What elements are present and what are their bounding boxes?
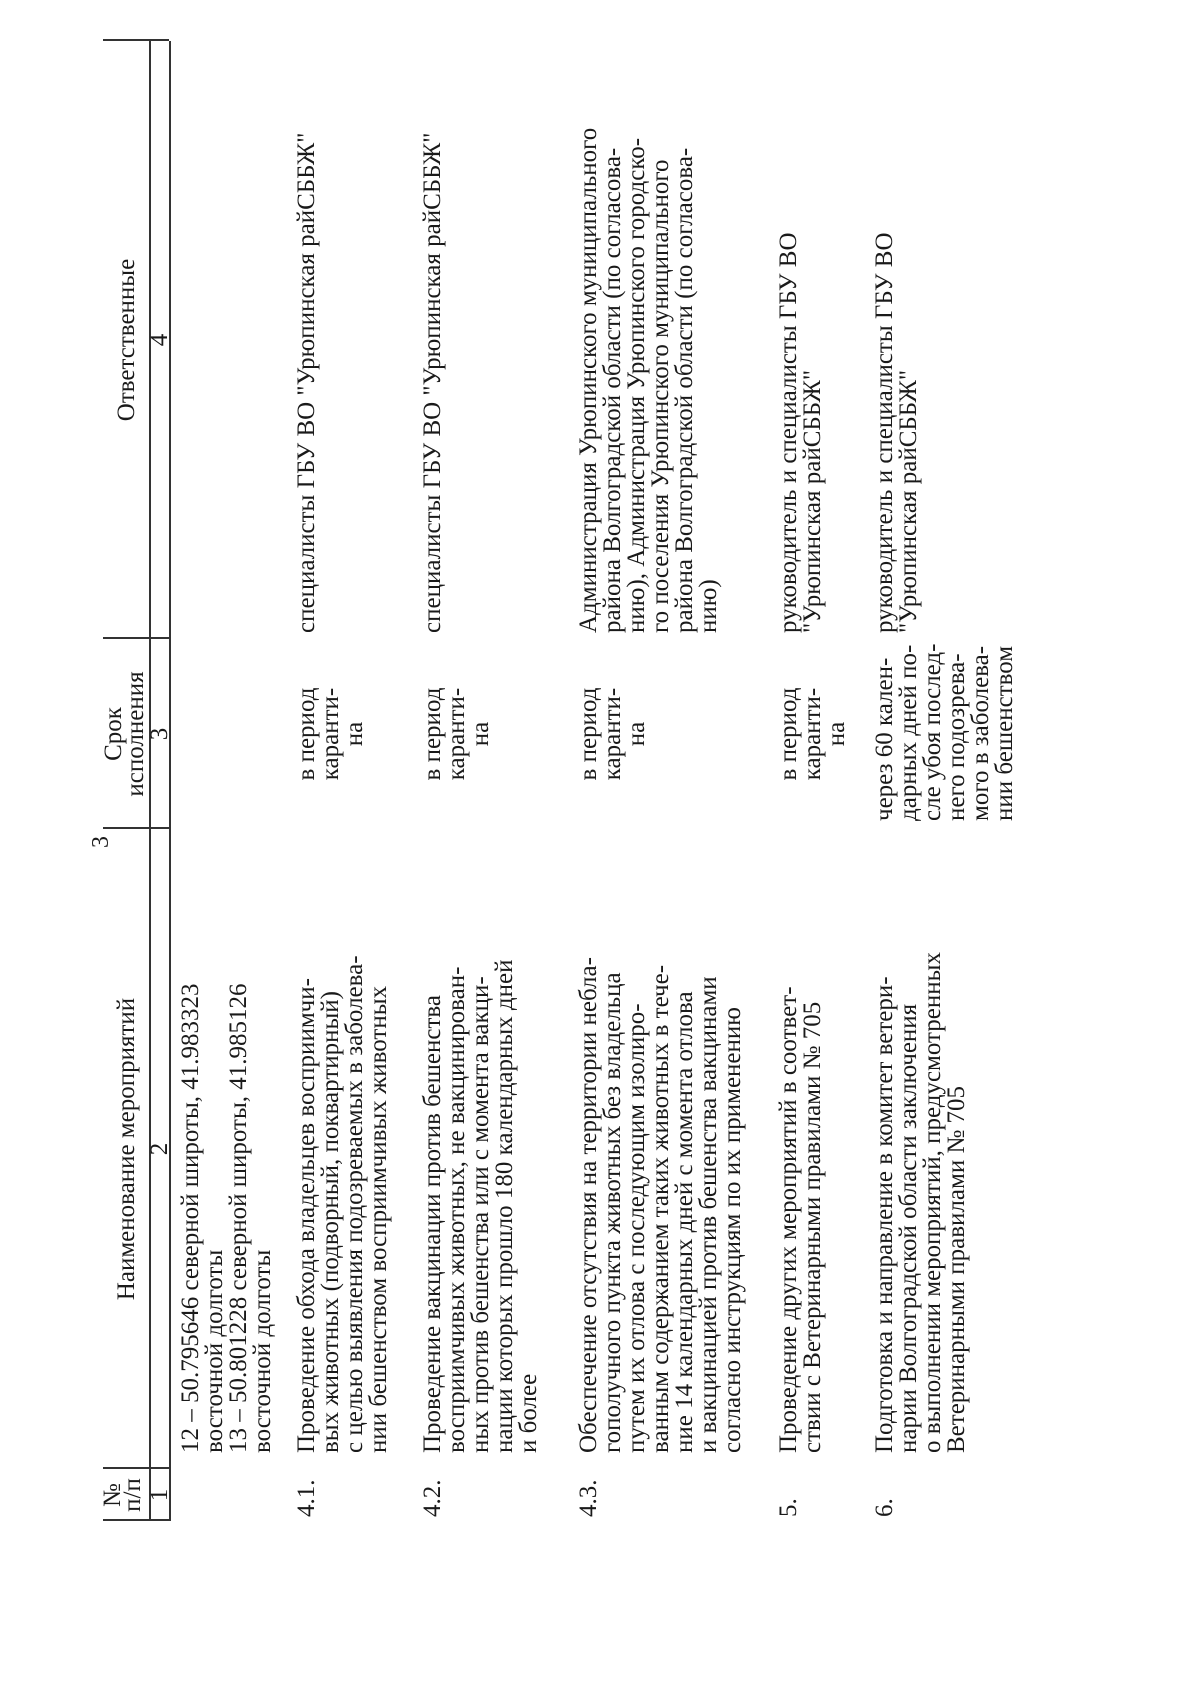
row-number: 6. bbox=[871, 1498, 898, 1517]
row-measure: Обеспечение отсутствия на территории небла- гополучного пункта животных без владельца путем их отлова с последующим изолиро- ванным содержанием таких животных в тече- ние 14 календарных дней с момента отлова и вакцинацией против бешенства вакцинами согласно инструкциям по их применению bbox=[575, 957, 746, 1453]
row-term: в период каранти- на bbox=[293, 687, 368, 781]
row-number: 5. bbox=[775, 1498, 802, 1517]
row-responsible: руководитель и специалисты ГБУ ВО "Урюпинская райСББЖ" bbox=[871, 232, 922, 633]
row-number: 4.2. bbox=[419, 1479, 446, 1517]
col-number-4: 4 bbox=[146, 333, 173, 347]
row-measure: Проведение вакцинации против бешенства восприимчивых животных, не вакцинирован- ных против бешенства или с момента вакци- нации которых прошло 180 календарных дней и более bbox=[419, 959, 542, 1453]
header-term: Срок исполнения bbox=[100, 671, 149, 797]
row-number: 4.3. bbox=[575, 1479, 602, 1517]
col-number-2: 2 bbox=[146, 1142, 173, 1156]
header-responsible: Ответственные bbox=[113, 258, 140, 422]
row-measure: Проведение других мероприятий в соответ- ствии с Ветеринарными правилами № 705 bbox=[775, 986, 826, 1453]
row-responsible: Администрация Урюпинского муниципального района Волгоградской области (по согласова- нию), Администрация Урюпинского городско- го поселения Урюпинского муниципального района Волгоградской области (по согласова- нию) bbox=[575, 127, 722, 633]
header-name: Наименование мероприятий bbox=[113, 997, 140, 1301]
row-measure: Подготовка и направление в комитет ветери- нарии Волгоградской области заключения о выполнении мероприятий, предусмотренных Ветеринарными правилами № 705 bbox=[871, 952, 970, 1453]
row-term: в период каранти- на bbox=[575, 687, 650, 781]
col-number-1: 1 bbox=[146, 1488, 173, 1502]
col-border-left bbox=[103, 1520, 169, 1522]
row-number: 4.1. bbox=[293, 1479, 320, 1517]
col-border-3 bbox=[103, 638, 169, 640]
row-term: через 60 кален- дарных дней по- сле убоя послед- него подозрева- мого в заболева- нии бешенством bbox=[871, 643, 1018, 821]
col-border-1 bbox=[103, 1468, 169, 1470]
header-num: № п/п bbox=[99, 1478, 146, 1512]
row-measure: Проведение обхода владельцев восприимчи- вых животных (подворный, поквартирный) с целью выявления подозреваемых в заболева- нии бешенством восприимчивых животных bbox=[293, 955, 392, 1453]
coordinates-continuation: 12 – 50.795646 северной широты, 41.983323 восточной долготы 13 – 50.801228 северной широты, 41.985126 восточной долготы bbox=[177, 983, 276, 1453]
col-number-3: 3 bbox=[146, 727, 173, 741]
measures-table bbox=[99, 41, 1103, 1521]
row-term: в период каранти- на bbox=[775, 687, 850, 781]
row-term: в период каранти- на bbox=[419, 687, 494, 781]
col-border-2 bbox=[103, 828, 169, 830]
col-border-right bbox=[103, 40, 169, 42]
page-number: 3 bbox=[88, 836, 114, 848]
row-responsible: специалисты ГБУ ВО "Урюпинская райСББЖ" bbox=[419, 132, 446, 633]
row-responsible: специалисты ГБУ ВО "Урюпинская райСББЖ" bbox=[293, 132, 320, 633]
row-responsible: руководитель и специалисты ГБУ ВО "Урюпинская райСББЖ" bbox=[775, 232, 826, 633]
